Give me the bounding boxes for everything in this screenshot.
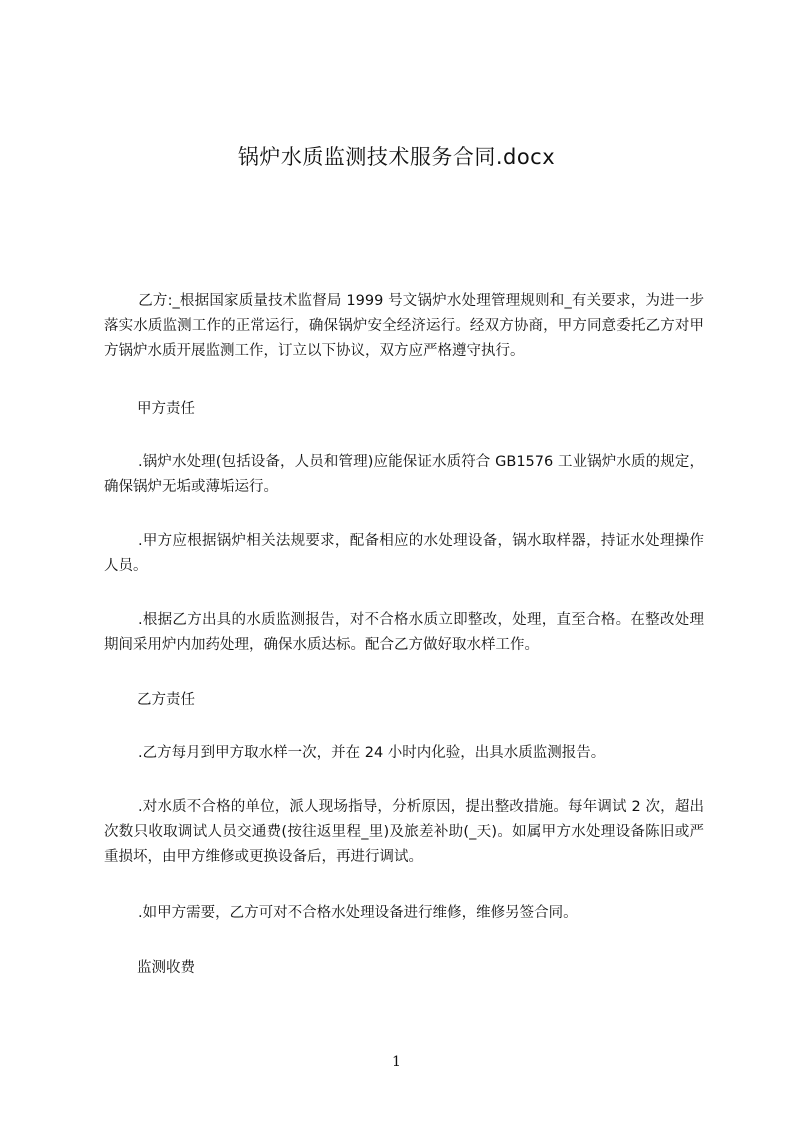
party-a-item-2 <box>104 529 704 579</box>
party-b-item-1 <box>104 741 704 766</box>
party-a-item-1 <box>104 450 704 500</box>
party-b-item-2 <box>104 795 704 870</box>
party-a-item-1-text: .锅炉水处理(包括设备，人员和管理)应能保证水质符合 GB1576 工业锅炉水质的规定，确保锅炉无垢或薄垢运行。 <box>104 454 704 495</box>
intro-paragraph <box>104 289 704 364</box>
party-a-item-2-text: .甲方应根据锅炉相关法规要求，配备相应的水处理设备，锅水取样器，持证水处理操作人员。 <box>104 533 704 574</box>
party-b-item-3 <box>104 901 704 926</box>
intro-text: 乙方:_根据国家质量技术监督局 1999 号文锅炉水处理管理规则和_有关要求，为进一步落实水质监测工作的正常运行，确保锅炉安全经济运行。经双方协商，甲方同意委托乙方对甲方锅炉水质开展监测工作，订立以下协议，双方应严格遵守执行。 <box>104 293 704 359</box>
party-b-item-2-text: .对水质不合格的单位，派人现场指导，分析原因，提出整改措施。每年调试 2 次，超出次数只收取调试人员交通费(按往返里程_里)及旅差补助(_天)。如属甲方水处理设备陈旧或严重损坏，由甲方维修或更换设备后，再进行调试。 <box>104 799 704 865</box>
section-heading-party-a: 甲方责任 <box>137 401 195 417</box>
page-number: 1 <box>392 1054 401 1070</box>
party-a-item-3 <box>104 608 704 658</box>
party-a-item-3-text: .根据乙方出具的水质监测报告，对不合格水质立即整改，处理，直至合格。在整改处理期间采用炉内加药处理，确保水质达标。配合乙方做好取水样工作。 <box>104 612 704 653</box>
document-title: 锅炉水质监测技术服务合同.docx <box>237 145 556 169</box>
section-heading-party-b: 乙方责任 <box>137 692 195 708</box>
party-b-item-3-text: .如甲方需要，乙方可对不合格水处理设备进行维修，维修另签合同。 <box>138 905 578 921</box>
section-heading-fees: 监测收费 <box>137 960 195 976</box>
party-b-item-1-text: .乙方每月到甲方取水样一次，并在 24 小时内化验，出具水质监测报告。 <box>138 745 606 761</box>
